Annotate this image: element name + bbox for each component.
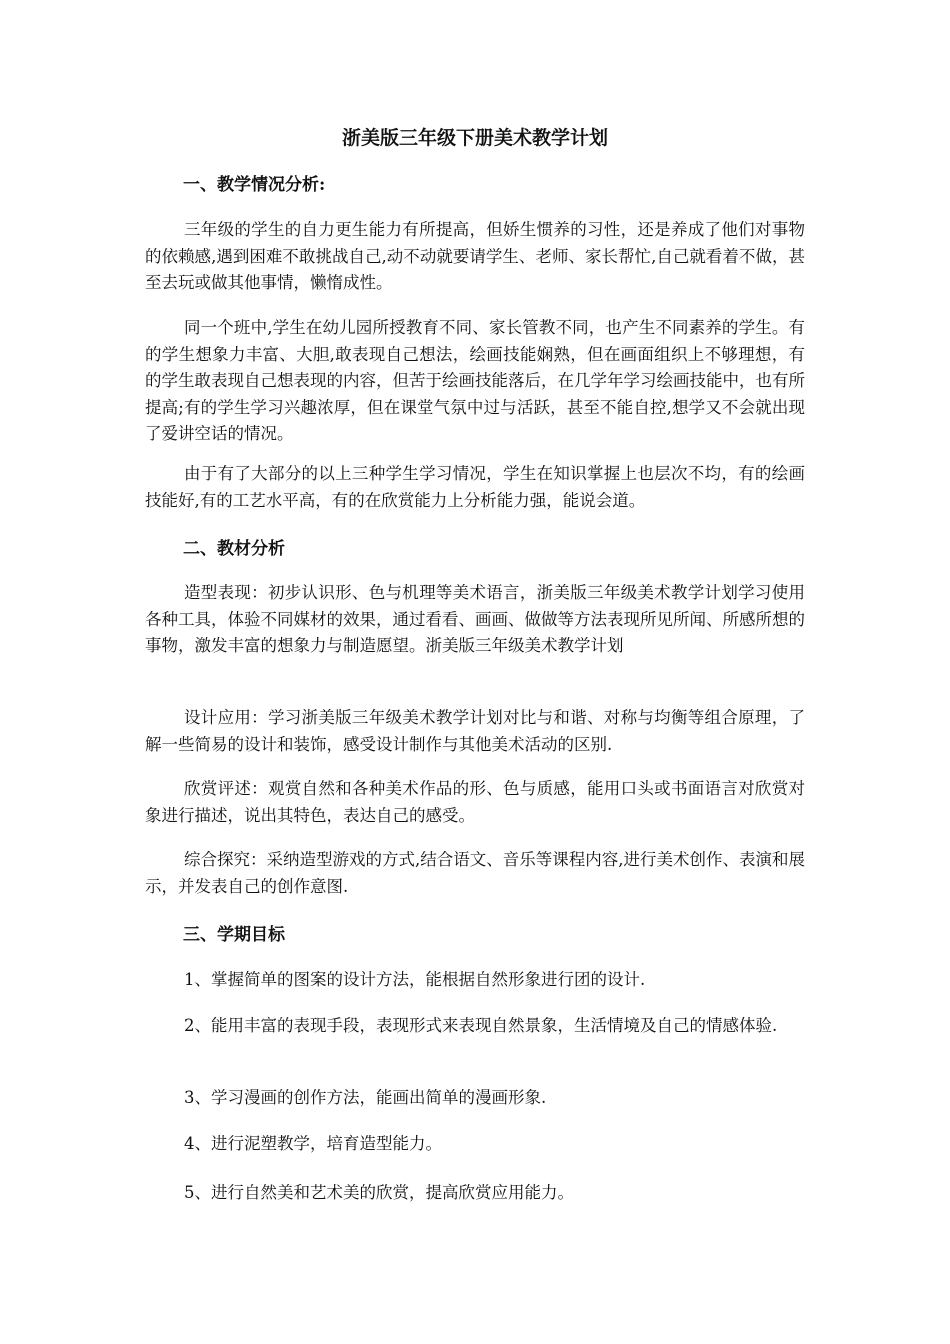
section-heading-materials: 二、教材分析	[183, 539, 285, 559]
goal-item-2: 2、能用丰富的表现手段，表现形式来表现自然景象，生活情境及自己的情感体验.	[184, 1016, 778, 1035]
paragraph-analysis-3: 由于有了大部分的以上三种学生学习情况，学生在知识掌握上也层次不均，有的绘画技能好,有的工艺水平高，有的在欣赏能力上分析能力强，能说会道。	[145, 464, 805, 510]
paragraph-analysis-1: 三年级的学生的自力更生能力有所提高，但娇生惯养的习性，还是养成了他们对事物的依赖感,遇到困难不敢挑战自己,动不动就要请学生、老师、家长帮忙,自己就看着不做，甚至去玩或做其他事情，懒惰成性。	[145, 220, 805, 292]
paragraph-materials-3: 欣赏评述：观赏自然和各种美术作品的形、色与质感，能用口头或书面语言对欣赏对象进行描述，说出其特色，表达自己的感受。	[145, 779, 805, 825]
document-title: 浙美版三年级下册美术教学计划	[341, 127, 608, 149]
section-heading-goals: 三、学期目标	[183, 925, 285, 945]
goal-item-3: 3、学习漫画的创作方法，能画出简单的漫画形象.	[184, 1088, 547, 1107]
paragraph-analysis-2: 同一个班中,学生在幼儿园所授教育不同、家长管教不同，也产生不同素养的学生。有的学生想象力丰富、大胆,敢表现自己想法，绘画技能娴熟，但在画面组织上不够理想，有的学生敢表现自己想表现的内容，但苦于绘画技能落后，在几学年学习绘画技能中，也有所提高;有的学生学习兴趣浓厚，但在课堂气氛中过与活跃，甚至不能自控,想学又不会就出现了爱讲空话的情况。	[145, 318, 805, 443]
goal-item-5: 5、进行自然美和艺术美的欣赏，提高欣赏应用能力。	[184, 1183, 574, 1202]
goal-item-1: 1、掌握简单的图案的设计方法，能根据自然形象进行团的设计.	[184, 970, 646, 989]
paragraph-materials-1: 造型表现：初步认识形、色与机理等美术语言，浙美版三年级美术教学计划学习使用各种工具，体验不同媒材的效果，通过看看、画画、做做等方法表现所见所闻、所感所想的事物，激发丰富的想象力与制造愿望。浙美版三年级美术教学计划	[145, 583, 805, 655]
paragraph-materials-4: 综合探究：采纳造型游戏的方式,结合语文、音乐等课程内容,进行美术创作、表演和展示，并发表自己的创作意图.	[145, 850, 805, 896]
goal-item-4: 4、进行泥塑教学，培育造型能力。	[184, 1134, 442, 1153]
paragraph-materials-2: 设计应用：学习浙美版三年级美术教学计划对比与和谐、对称与均衡等组合原理，了解一些简易的设计和装饰，感受设计制作与其他美术活动的区别.	[145, 708, 805, 754]
section-heading-analysis: 一、教学情况分析:	[183, 175, 326, 195]
